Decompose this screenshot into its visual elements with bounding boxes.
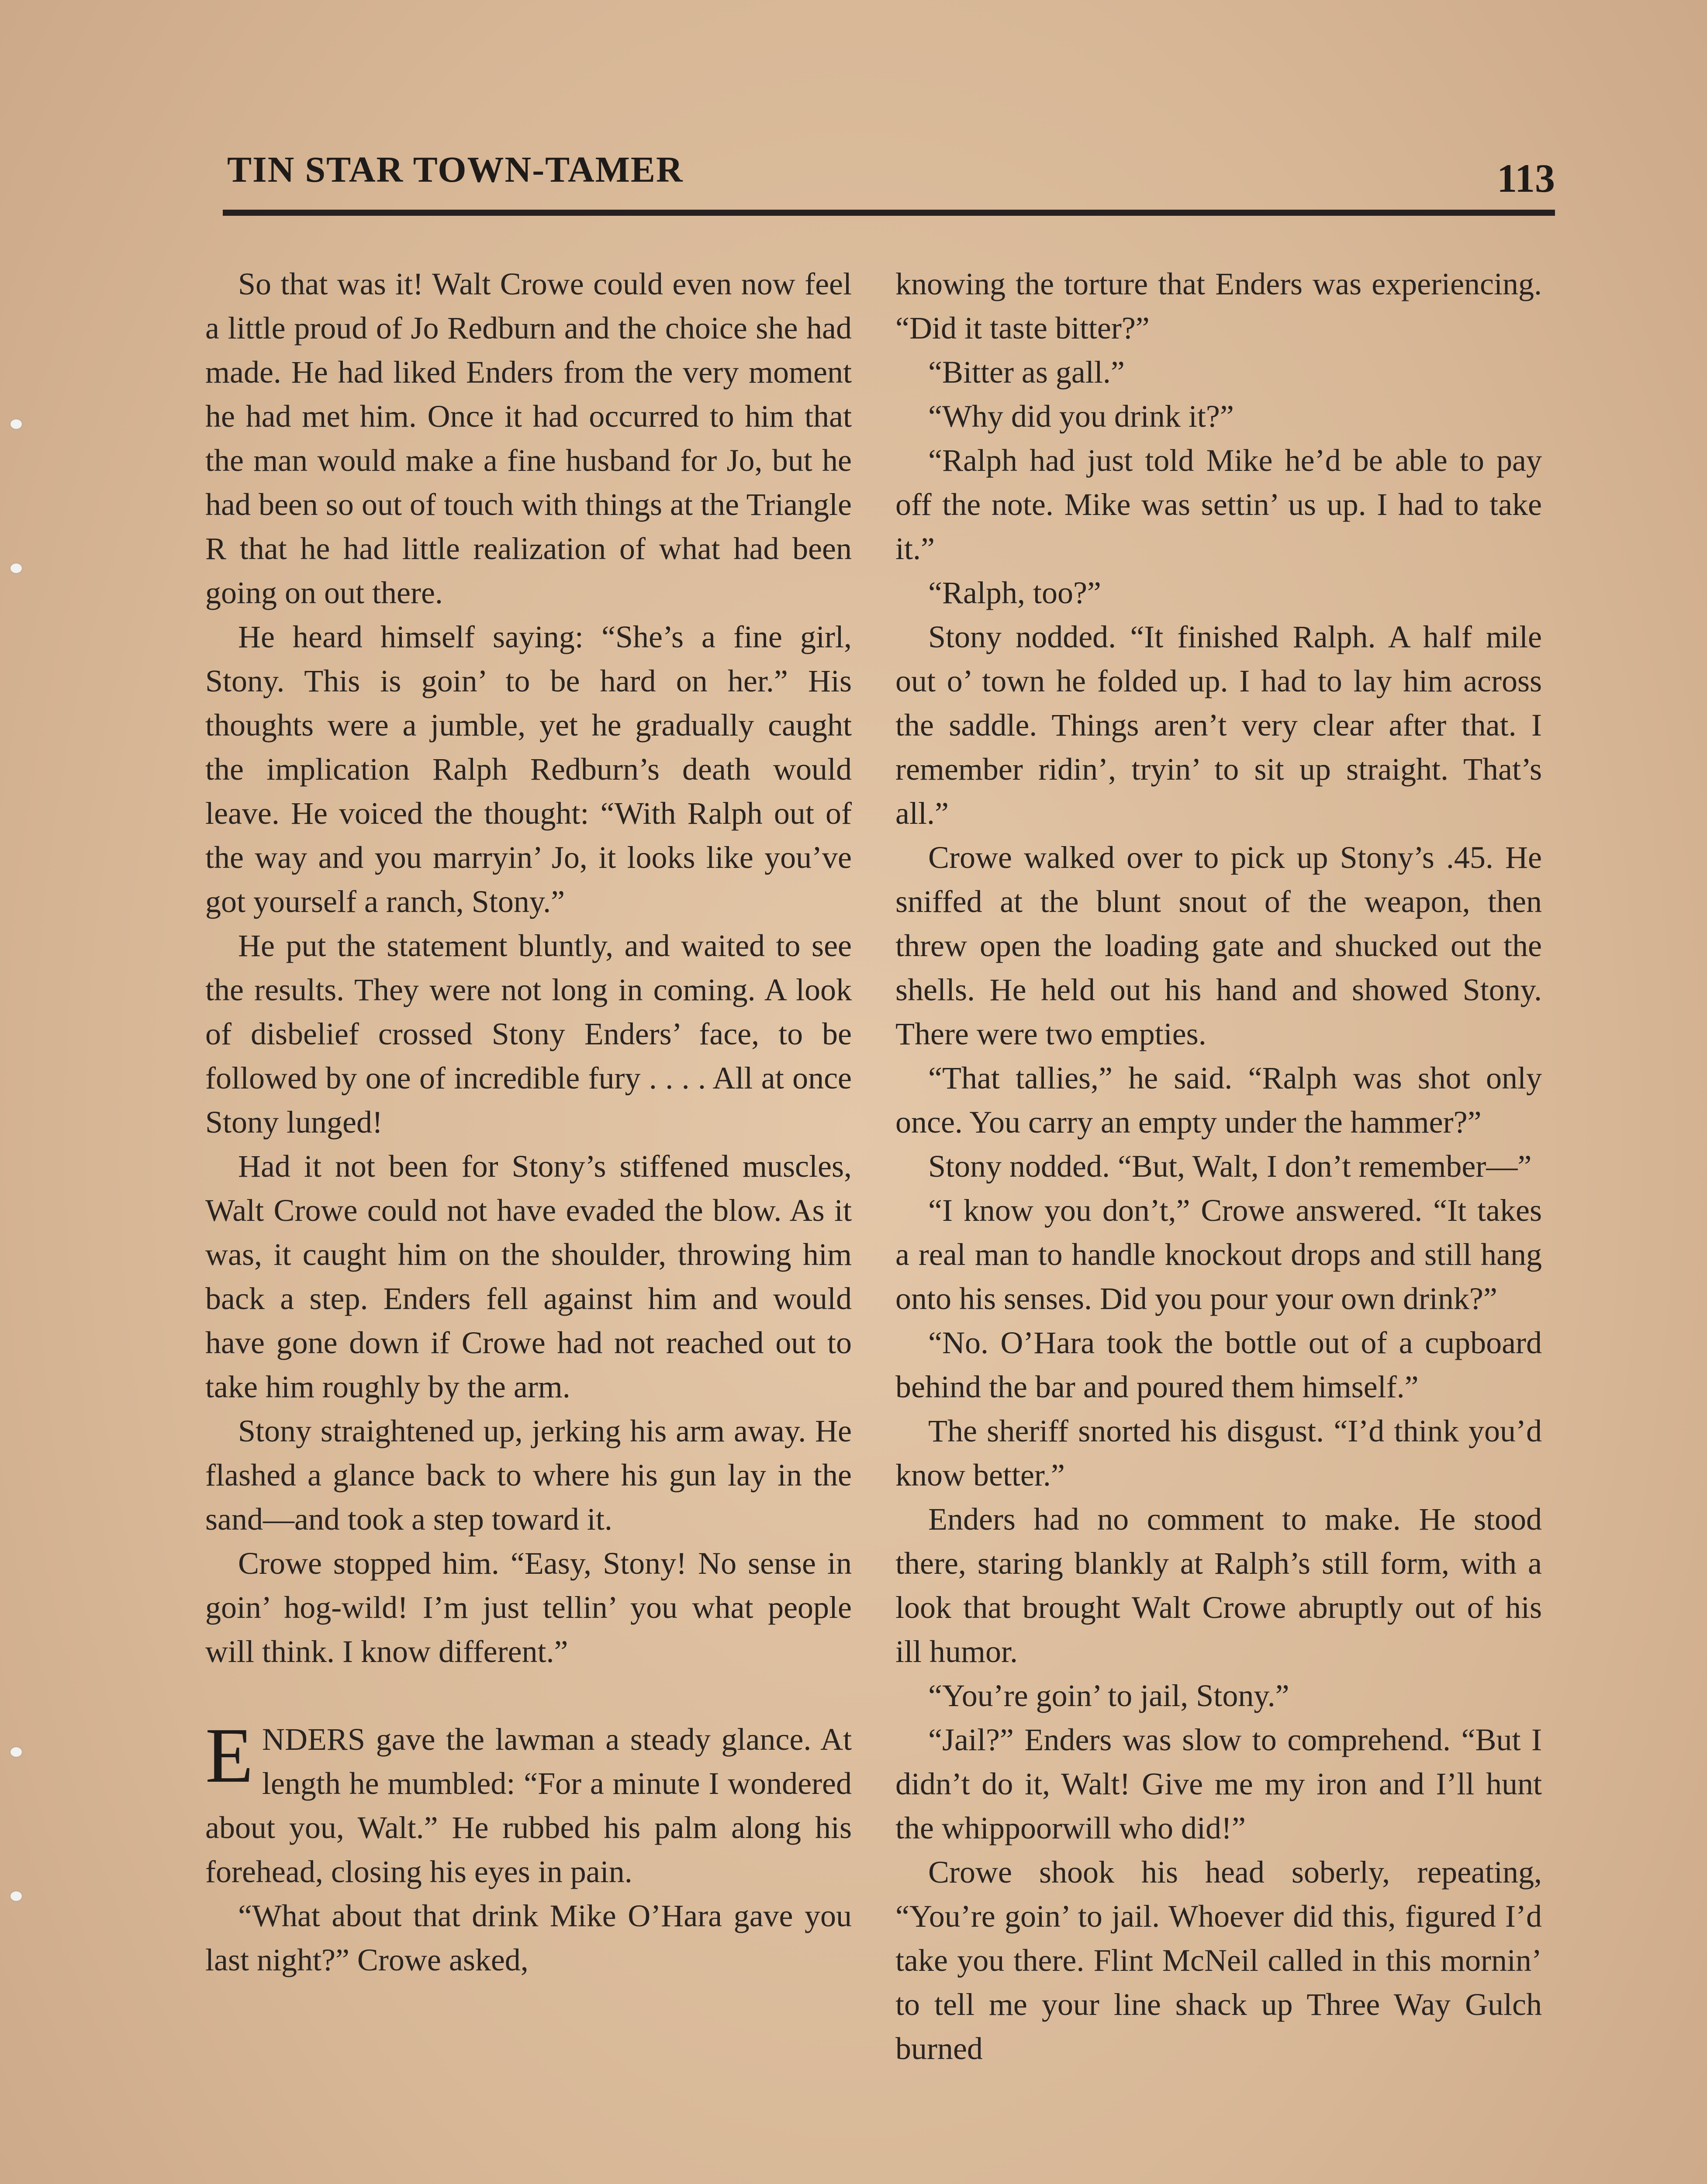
paragraph: He heard himself saying: “She’s a fine girl, Stony. This is goin’ to be hard on her.” His thoughts were a jumble, yet he gradually caught the implication Ralph Redburn’s death would leave. He voiced the thought: “With Ralph out of the way and you marryin’ Jo, it looks like you’ve got yourself a ranch, Stony.”: [205, 619, 852, 919]
paragraph: “Why did you drink it?”: [928, 399, 1234, 434]
paragraph: “Jail?” Enders was slow to comprehend. “But I didn’t do it, Walt! Give me my iron and I’ll hunt the whippoorwill who did!”: [895, 1722, 1542, 1845]
left-column: [205, 262, 852, 1982]
punch-hole: [10, 563, 22, 573]
paragraph: Stony straightened up, jerking his arm away. He flashed a glance back to where his gun lay in the sand—and took a step toward it.: [205, 1413, 852, 1537]
page-number: 113: [1497, 156, 1555, 200]
paragraph: Stony nodded. “It finished Ralph. A half mile out o’ town he folded up. I had to lay him across the saddle. Things aren’t very clear after that. I remember ridin’, tryin’ to sit up straight. That’s all.”: [895, 619, 1542, 831]
paragraph: “That tallies,” he said. “Ralph was shot only once. You carry an empty under the hammer?”: [895, 1061, 1542, 1140]
page-header: [223, 144, 1555, 216]
right-column: [895, 262, 1542, 2071]
paragraph: “I know you don’t,” Crowe answered. “It takes a real man to handle knockout drops and still hang onto his senses. Did you pour your own drink?”: [895, 1193, 1542, 1316]
paragraph: “No. O’Hara took the bottle out of a cupboard behind the bar and poured them himself.”: [895, 1325, 1542, 1404]
paragraph: Had it not been for Stony’s stiffened muscles, Walt Crowe could not have evaded the blow. As it was, it caught him on the shoulder, throwing him back a step. Enders fell against him and would have gone down if Crowe had not reached out to take him roughly by the arm.: [205, 1149, 852, 1404]
paragraph: Crowe shook his head soberly, repeating, “You’re goin’ to jail. Whoever did this, figured I’d take you there. Flint McNeil called in this mornin’ to tell me your line shack up Three Way Gulch burned: [895, 1855, 1542, 2066]
paragraph: “Ralph, too?”: [928, 575, 1101, 610]
paragraph: So that was it! Walt Crowe could even now feel a little proud of Jo Redburn and the choice she had made. He had liked Enders from the very moment he had met him. Once it had occurred to him that the man would make a fine husband for Jo, but he had been so out of touch with things at the Triangle R that he had little realization of what had been going on out there.: [205, 266, 852, 610]
continued-paragraph: knowing the torture that Enders was experiencing. “Did it taste bitter?”: [895, 266, 1542, 346]
running-title: TIN STAR TOWN-TAMER: [227, 149, 684, 190]
punch-hole: [10, 1891, 22, 1901]
punch-hole: [10, 1747, 22, 1757]
paragraph: Crowe walked over to pick up Stony’s .45. He sniffed at the blunt snout of the weapon, then threw open the loading gate and shucked out the shells. He held out his hand and showed Stony. There were two empties.: [895, 840, 1542, 1051]
paragraph: The sheriff snorted his disgust. “I’d think you’d know better.”: [895, 1413, 1542, 1493]
paragraph: “You’re goin’ to jail, Stony.”: [928, 1678, 1289, 1713]
paragraph: Enders had no comment to make. He stood there, staring blankly at Ralph’s still form, with a look that brought Walt Crowe abruptly out of his ill humor.: [895, 1502, 1542, 1669]
paragraph: “Ralph had just told Mike he’d be able to pay off the note. Mike was settin’ us up. I had to take it.”: [895, 443, 1542, 566]
paragraph: Stony nodded. “But, Walt, I don’t remember—”: [928, 1149, 1532, 1184]
dropcap-smallcaps: NDERS: [262, 1722, 365, 1757]
paragraph: He put the statement bluntly, and waited to see the results. They were not long in coming. A look of disbelief crossed Stony Enders’ face, to be followed by one of incredible fury . . . . All at once Stony lunged!: [205, 928, 852, 1140]
punch-hole: [10, 419, 22, 429]
paragraph: Crowe stopped him. “Easy, Stony! No sense in goin’ hog-wild! I’m just tellin’ you what people will think. I know different.”: [205, 1546, 852, 1669]
drop-cap-initial: E: [205, 1712, 253, 1799]
dropcap-text: gave the lawman a steady glance. At length he mumbled: “For a minute I wondered about you, Walt.” He rubbed his palm along his forehead, closing his eyes in pain.: [205, 1722, 852, 1889]
paragraph: “Bitter as gall.”: [928, 355, 1125, 390]
dropcap-paragraph: [205, 1712, 852, 1894]
paragraph: “What about that drink Mike O’Hara gave you last night?” Crowe asked,: [205, 1898, 852, 1977]
